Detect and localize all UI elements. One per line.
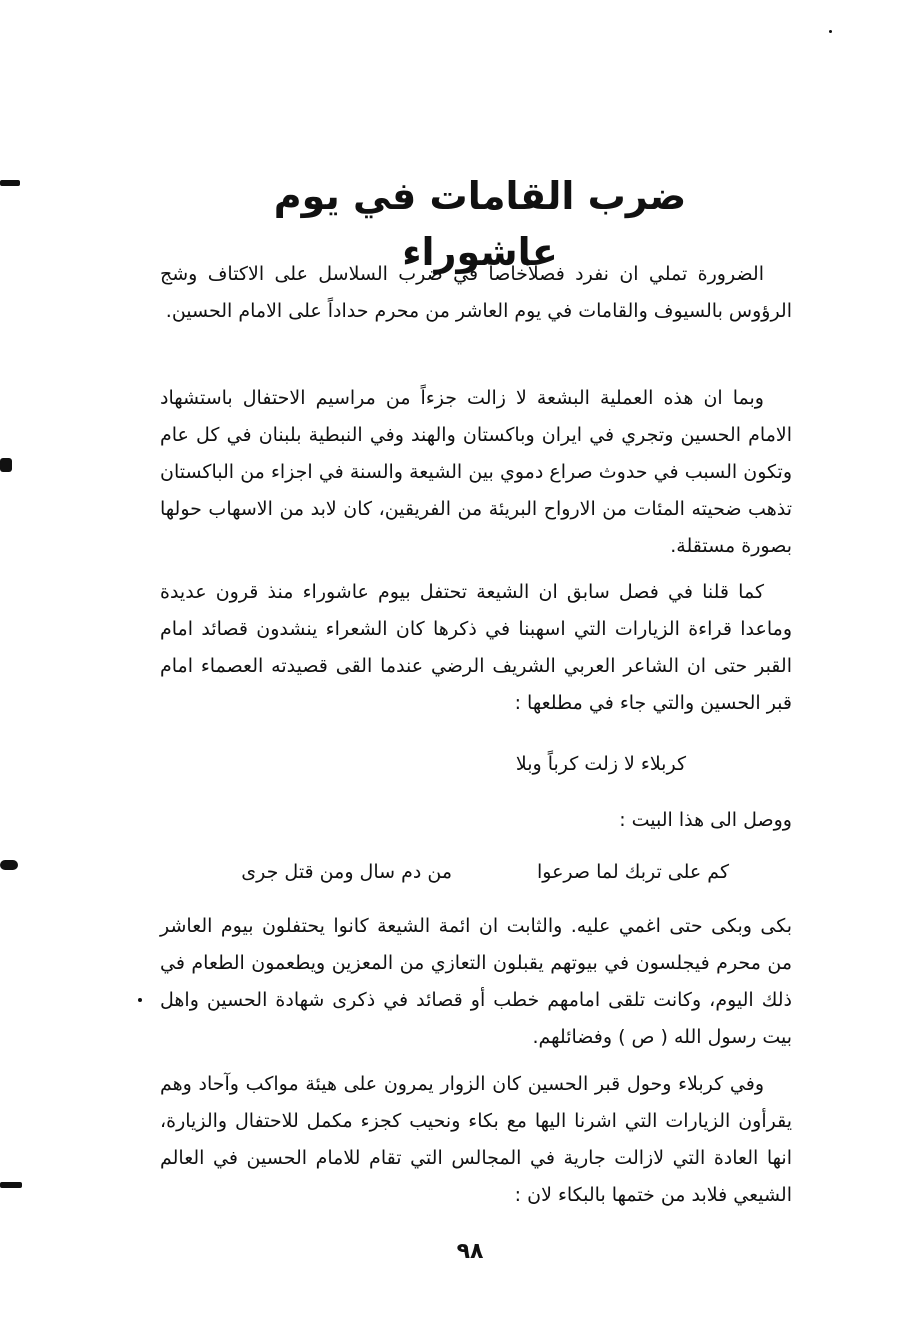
page-number: ٩٨ (456, 1239, 484, 1264)
poem-verse-2-first-hemistich: كم على تربك لما صرعوا (537, 861, 729, 883)
paragraph-5: وفي كربلاء وحول قبر الحسين كان الزوار يمرون على هيئة مواكب وآحاد وهم يقرأون الزيارات التي اشرنا اليها مع بكاء ونحيب كجزء مكمل للاحتفال والزيارة، انها العادة التي لازالت جارية في المجالس التي تقام للامام الحسين في العالم الشيعي فلابد من ختمها بالبكاء لان : (160, 1073, 792, 1206)
paragraph-3: كما قلنا في فصل سابق ان الشيعة تحتفل بيوم عاشوراء منذ قرون عديدة وماعدا قراءة الزيارات التي اسهبنا في ذكرها كان الشعراء ينشدون قصائد امام القبر حتى ان الشاعر العربي الشريف الرضي عندما القى قصيدته العصماء امام قبر الحسين والتي جاء في مطلعها : (160, 581, 792, 714)
paragraph-1: الضرورة تملي ان نفرد فصلاًخاصاً في ضرب السلاسل على الاكتاف وشج الرؤوس بالسيوف والقامات في يوم العاشر من محرم حداداً على الامام الحسين. (160, 263, 792, 322)
scan-margin-mark (0, 180, 20, 186)
scan-margin-mark (0, 1182, 22, 1188)
scan-margin-mark (0, 458, 12, 472)
scan-speck (829, 30, 832, 33)
paragraph-4: بكى وبكى حتى اغمي عليه. والثابت ان ائمة الشيعة كانوا يحتفلون بيوم العاشر من محرم فيجلسون في بيوتهم يقبلون التعازي من المعزين ويطعمون الطعام في ذلك اليوم، وكانت تلقى امامهم خطب أو قصائد في ذكرى شهادة الحسين واهل بيت رسول الله ( ص ) وفضائلهم. (160, 915, 792, 1048)
paragraph-2: وبما ان هذه العملية البشعة لا زالت جزءاً من مراسيم الاحتفال باستشهاد الامام الحسين وتجري في ايران وباكستان والهند وفي النبطية بلبنان في كل عام وتكون السبب في حدوث صراع دموي بين الشيعة والسنة في اجزاء من الباكستان تذهب ضحيته المئات من الارواح البريئة من الفريقين، كان لابد من الاسهاب حولها بصورة مستقلة. (160, 387, 792, 557)
poem-verse-1: كربلاء لا زلت كرباً وبلا (515, 753, 686, 775)
chapter-title: ضرب القامات في يوم عاشوراء (273, 174, 687, 274)
scan-margin-mark (0, 860, 18, 870)
scan-speck (138, 998, 142, 1002)
verse-intro-line: ووصل الى هذا البيت : (619, 809, 792, 831)
poem-verse-2-second-hemistich: من دم سال ومن قتل جرى (241, 861, 452, 883)
